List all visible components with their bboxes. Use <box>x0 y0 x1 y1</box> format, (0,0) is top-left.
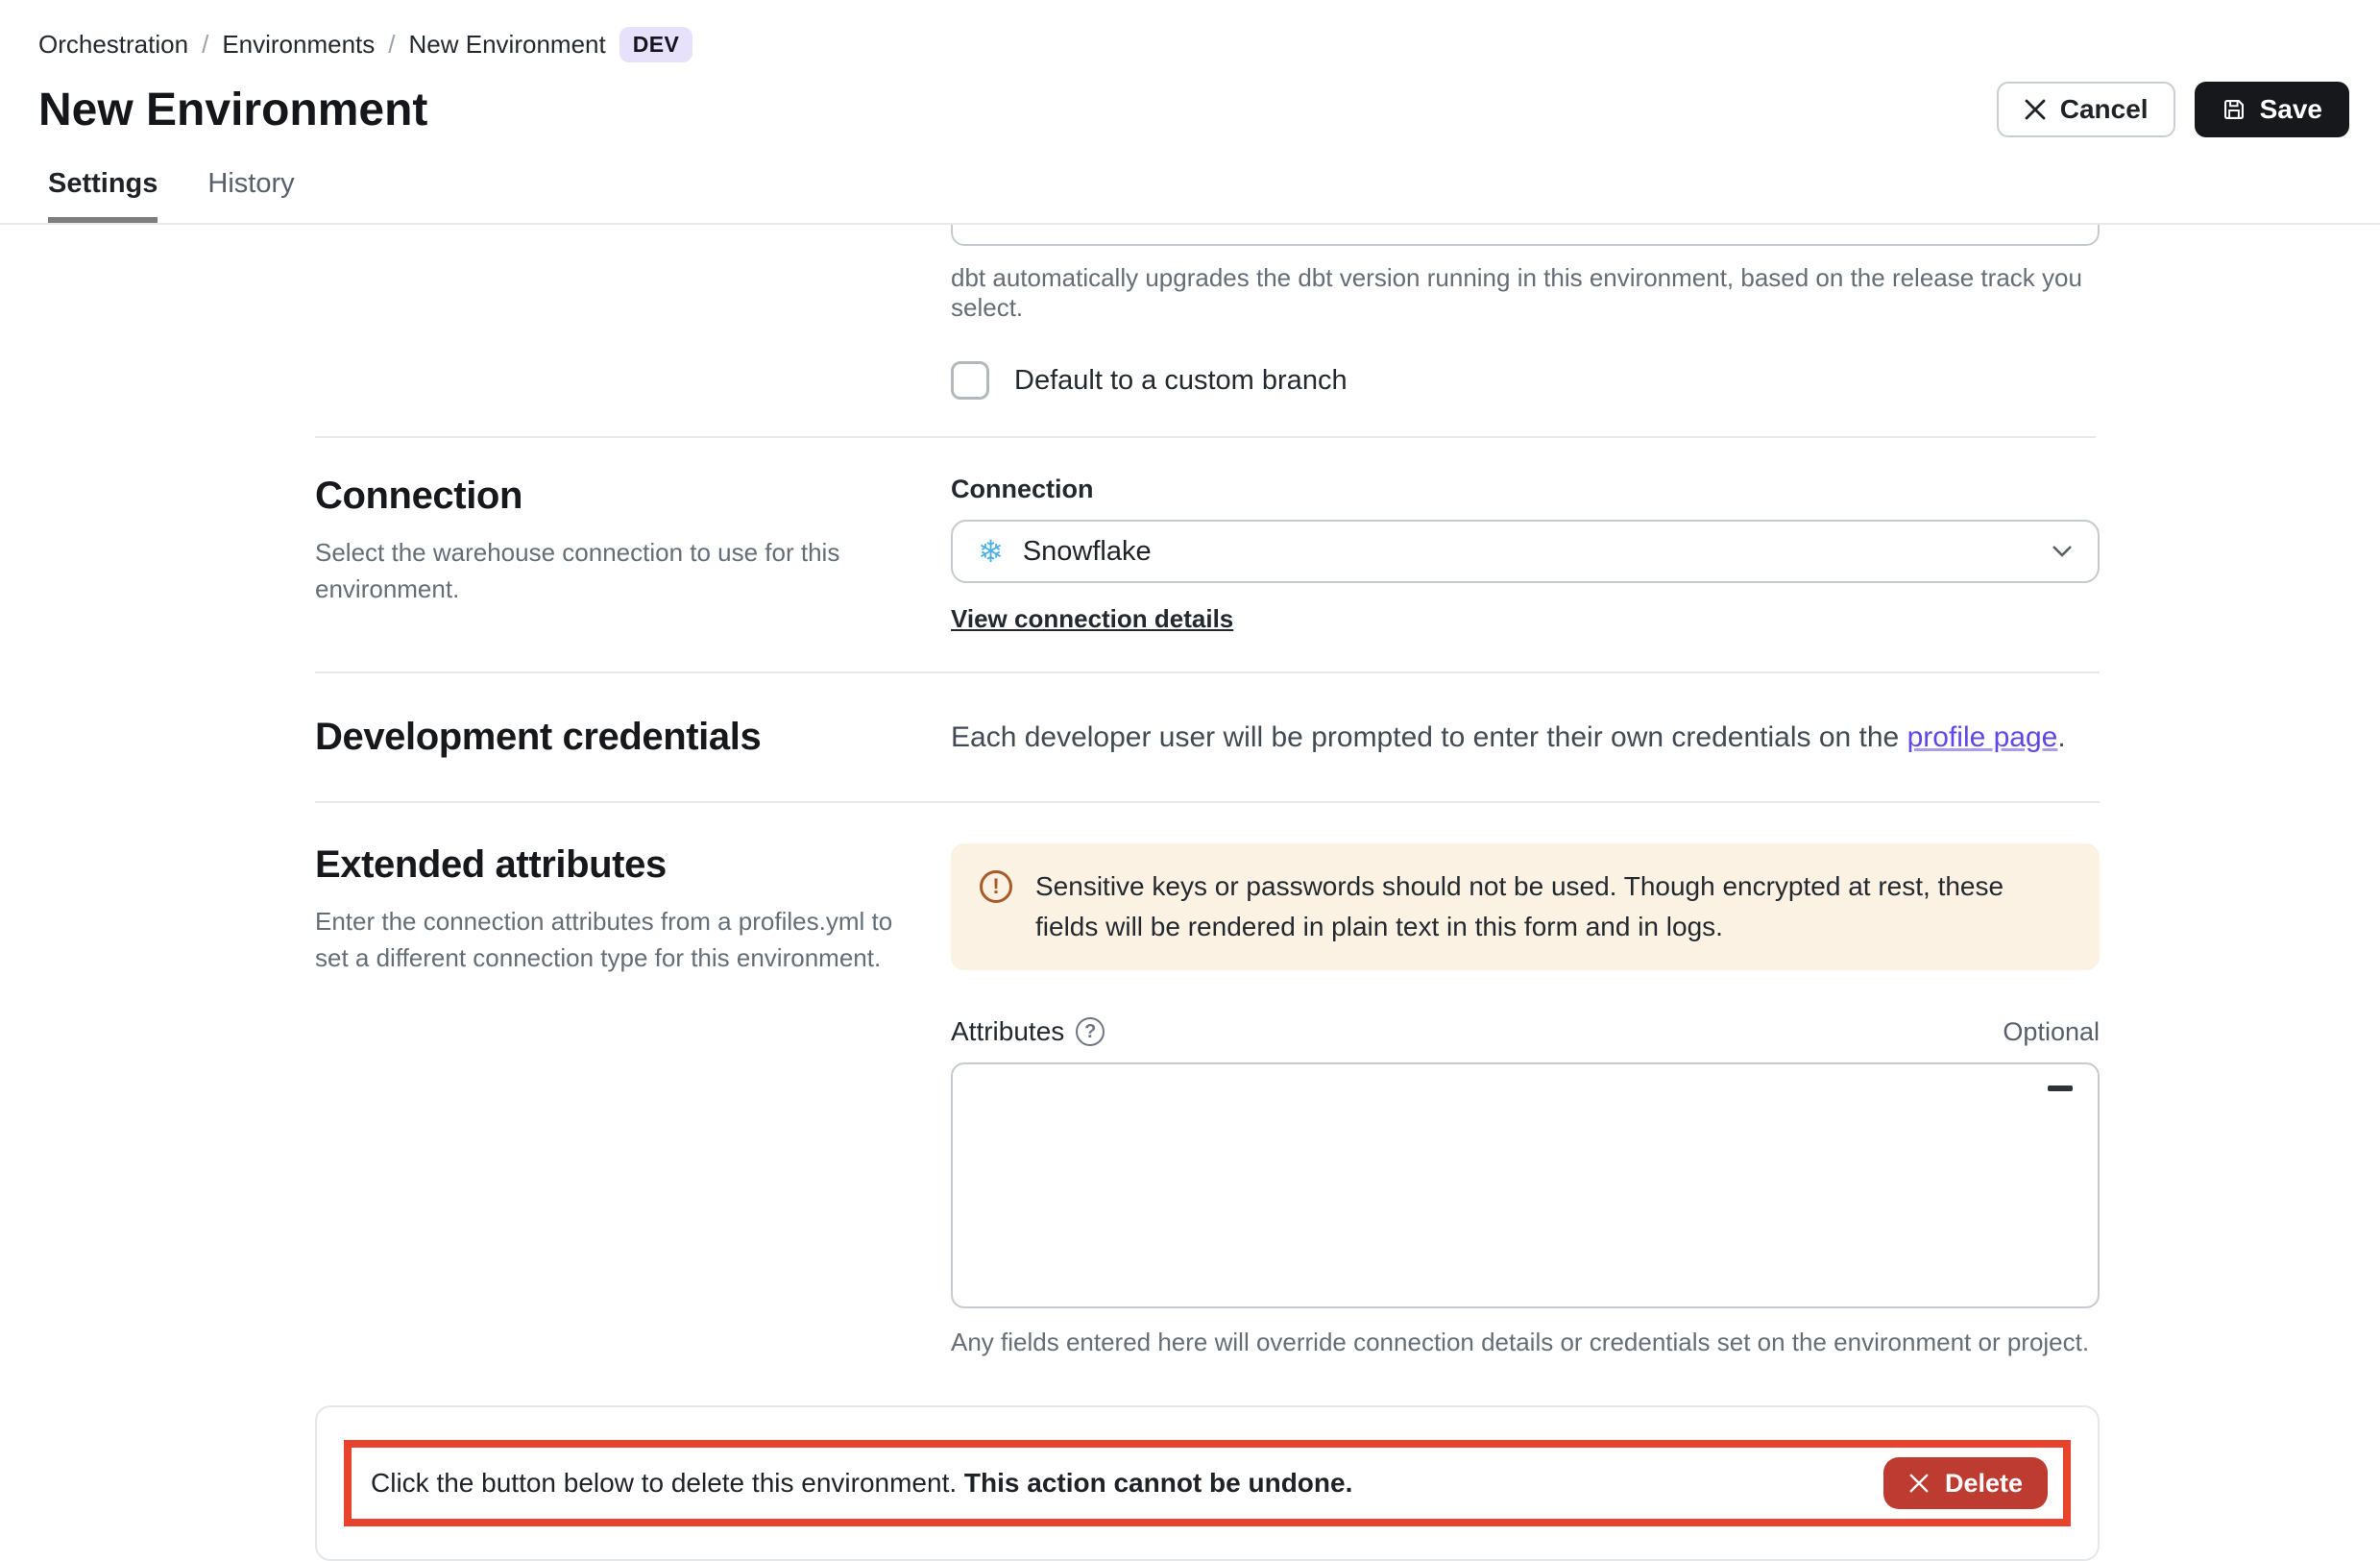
help-icon[interactable]: ? <box>1076 1017 1105 1046</box>
attributes-field-label: Attributes <box>951 1016 1065 1046</box>
breadcrumb-environments[interactable]: Environments <box>222 30 376 59</box>
connection-field-label: Connection <box>951 475 1094 503</box>
breadcrumb-new-environment[interactable]: New Environment <box>408 30 606 59</box>
tab-bar <box>0 137 2380 225</box>
dev-credentials-text <box>951 721 2100 754</box>
env-type-badge: DEV <box>619 27 693 62</box>
connection-section-description: Select the warehouse connection to use for this environment. <box>315 538 840 603</box>
save-icon <box>2222 97 2246 122</box>
connection-section-title: Connection <box>315 475 522 517</box>
cancel-button-label: Cancel <box>2059 94 2149 124</box>
save-button[interactable] <box>2195 82 2349 137</box>
view-connection-details-link[interactable]: View connection details <box>951 604 1234 633</box>
page-header <box>0 0 2380 225</box>
release-track-select-partial[interactable] <box>951 225 2100 246</box>
dev-credentials-section-title: Development credentials <box>315 716 762 758</box>
connection-select-value: Snowflake <box>1022 535 1152 567</box>
dev-credentials-text-after: . <box>2057 720 2066 753</box>
snowflake-icon: ❄ <box>978 534 1004 569</box>
attributes-textarea[interactable] <box>951 1062 2100 1308</box>
tab-settings[interactable]: Settings <box>48 168 158 223</box>
chevron-down-icon <box>2052 545 2073 558</box>
extended-attributes-section-title: Extended attributes <box>315 843 667 886</box>
delete-warning-text <box>367 1468 1352 1499</box>
breadcrumb-separator: / <box>388 30 396 59</box>
delete-warning-text-bold: This action cannot be undone. <box>963 1468 1353 1498</box>
optional-label: Optional <box>2003 1016 2100 1046</box>
danger-zone-card <box>315 1405 2100 1561</box>
close-icon <box>2024 98 2047 121</box>
breadcrumb <box>0 0 2380 62</box>
breadcrumb-separator: / <box>202 30 209 59</box>
collapse-handle-icon[interactable] <box>2048 1085 2073 1091</box>
annotation-highlight <box>344 1440 2071 1526</box>
custom-branch-checkbox[interactable] <box>951 361 989 400</box>
delete-warning-text-normal: Click the button below to delete this environment. <box>371 1468 964 1498</box>
sensitive-keys-warning-banner <box>951 843 2100 970</box>
connection-select[interactable] <box>951 520 2100 583</box>
extended-attributes-description: Enter the connection attributes from a profiles.yml to set a different connection type for this environment. <box>315 907 893 972</box>
delete-button-label: Delete <box>1944 1468 2023 1498</box>
profile-page-link[interactable]: profile page <box>1906 720 2058 753</box>
warning-text: Sensitive keys or passwords should not be used. Though encrypted at rest, these fields will be rendered in plain text in this form and in logs. <box>1035 871 2004 941</box>
header-actions <box>1997 82 2349 137</box>
delete-button[interactable] <box>1883 1457 2048 1509</box>
release-track-helper: dbt automatically upgrades the dbt version running in this environment, based on the release track you select. <box>951 263 2082 322</box>
save-button-label: Save <box>2259 94 2322 124</box>
tab-history[interactable]: History <box>207 168 295 199</box>
attributes-helper: Any fields entered here will override connection details or credentials set on the environment or project. <box>951 1328 2090 1356</box>
page-title: New Environment <box>38 84 428 135</box>
custom-branch-label[interactable]: Default to a custom branch <box>1014 364 1348 396</box>
close-icon <box>1908 1473 1930 1494</box>
dev-credentials-text-before: Each developer user will be prompted to enter their own credentials on the <box>951 720 1907 753</box>
warning-icon: ! <box>980 870 1012 903</box>
cancel-button[interactable] <box>1997 82 2175 137</box>
breadcrumb-orchestration[interactable]: Orchestration <box>38 30 189 59</box>
